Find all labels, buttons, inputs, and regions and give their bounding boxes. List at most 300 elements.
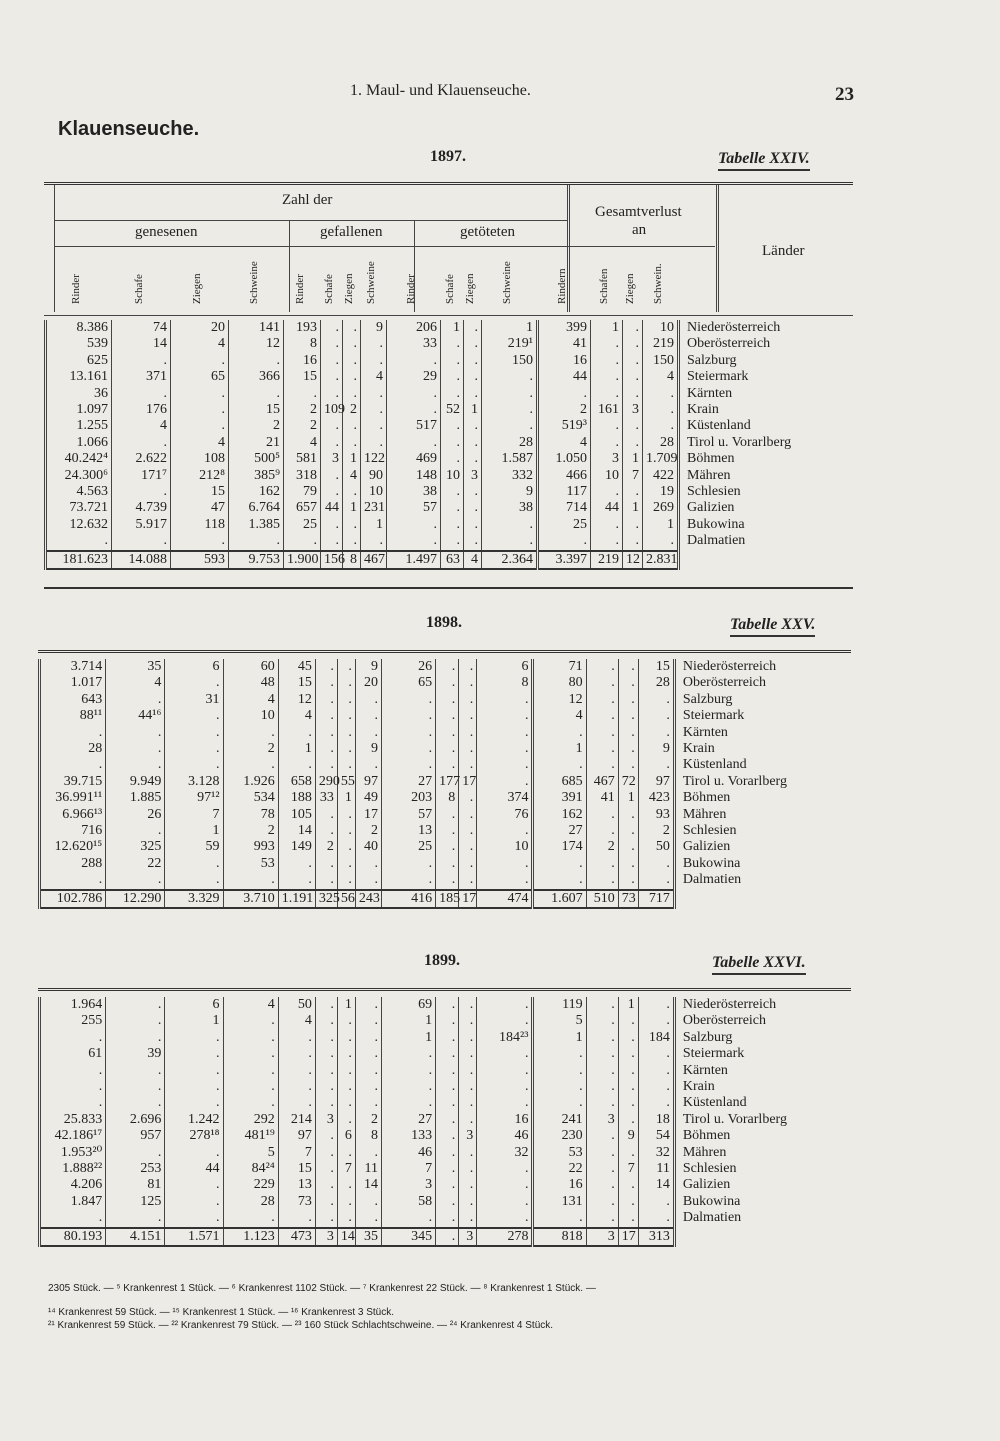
table-cell: .: [165, 1210, 223, 1227]
table-cell: 2: [355, 823, 381, 839]
table-cell: .: [278, 1063, 315, 1079]
table-cell: 2: [538, 402, 591, 418]
table-cell: .: [586, 659, 618, 675]
table-cell: .: [165, 1177, 223, 1193]
table-cell: 118: [171, 517, 229, 533]
table-cell: 162: [533, 807, 586, 823]
column-header: Rinder: [70, 274, 82, 304]
table-cell: .: [477, 872, 533, 889]
table-cell: .: [436, 1112, 459, 1128]
table-cell: .: [436, 1210, 459, 1227]
table-cell: .: [459, 1063, 477, 1079]
table-cell: 290: [315, 774, 337, 790]
country-name: Oberösterreich: [674, 675, 851, 691]
table-cell: 3: [321, 451, 343, 467]
table-cell: 519³: [538, 418, 591, 434]
table-cell: .: [229, 353, 284, 369]
table-cell: .: [618, 1046, 638, 1062]
table-cell: .: [343, 336, 361, 352]
table-cell: .: [618, 708, 638, 724]
table-cell: .: [586, 1030, 618, 1046]
table-cell: .: [223, 1030, 278, 1046]
table-cell: .: [643, 533, 679, 550]
table-cell: 253: [106, 1161, 165, 1177]
table-cell: 16: [477, 1112, 533, 1128]
table-cell: 7: [623, 468, 643, 484]
table-cell: .: [591, 435, 623, 451]
table-cell: 162: [229, 484, 284, 500]
table-cell: 1: [343, 451, 361, 467]
table-cell: .: [223, 1095, 278, 1111]
table-cell: 643: [40, 692, 106, 708]
table-cell: .: [638, 1063, 674, 1079]
table-cell: 50: [278, 997, 315, 1013]
table-cell: 15: [278, 1161, 315, 1177]
table-cell: 28: [638, 675, 674, 691]
table-row: [40, 1112, 852, 1128]
table-cell: 230: [533, 1128, 586, 1144]
table-cell: 12.620¹⁵: [40, 839, 106, 855]
table-cell: 9: [355, 659, 381, 675]
table-cell: .: [165, 725, 223, 741]
table-cell: .: [533, 757, 586, 773]
table-cell: 108: [171, 451, 229, 467]
table-cell: .: [355, 1046, 381, 1062]
table-cell: .: [337, 1177, 355, 1193]
table-cell: 3: [315, 1112, 337, 1128]
table-row: [46, 517, 855, 533]
table-cell: .: [171, 418, 229, 434]
year-1899: 1899.: [424, 952, 460, 969]
table-cell: .: [482, 369, 538, 385]
table-cell: .: [223, 1210, 278, 1227]
total-cell: 2.831: [643, 551, 679, 569]
column-header: Schwein.: [652, 263, 664, 304]
total-cell: 14.088: [112, 551, 171, 569]
table-cell: .: [618, 1030, 638, 1046]
table-cell: .: [355, 1210, 381, 1227]
table-cell: 1: [618, 997, 638, 1013]
table-cell: .: [638, 708, 674, 724]
table-cell: .: [459, 1161, 477, 1177]
table-cell: 12: [278, 692, 315, 708]
table-cell: 231: [361, 500, 387, 516]
table-cell: 25.833: [40, 1112, 106, 1128]
table-cell: .: [361, 353, 387, 369]
table-cell: 125: [106, 1194, 165, 1210]
table-cell: .: [355, 725, 381, 741]
table-cell: 1.885: [106, 790, 165, 806]
table-cell: .: [355, 708, 381, 724]
table-cell: .: [618, 856, 638, 872]
country-name: Mähren: [674, 807, 851, 823]
table-cell: 481¹⁹: [223, 1128, 278, 1144]
table-cell: .: [459, 790, 477, 806]
total-cell: 3: [315, 1228, 337, 1246]
table-cell: .: [361, 402, 387, 418]
table-cell: .: [337, 1145, 355, 1161]
total-cell: 593: [171, 551, 229, 569]
table-cell: 22: [533, 1161, 586, 1177]
table-cell: .: [533, 872, 586, 889]
table-cell: 76: [477, 807, 533, 823]
table-cell: 48: [223, 675, 278, 691]
table-cell: .: [477, 1194, 533, 1210]
table-cell: .: [643, 402, 679, 418]
table-cell: 44: [591, 500, 623, 516]
table-cell: .: [441, 451, 464, 467]
table-cell: 6: [165, 997, 223, 1013]
country-name: Böhmen: [674, 1128, 851, 1144]
table-cell: 28: [643, 435, 679, 451]
table-cell: .: [618, 675, 638, 691]
table-cell: .: [106, 823, 165, 839]
table-cell: .: [387, 517, 441, 533]
total-cell: 1.571: [165, 1228, 223, 1246]
table-cell: 4: [223, 997, 278, 1013]
footnote-line: ¹⁴ Krankenrest 59 Stück. — ¹⁵ Krankenrest 1 Stück. — ¹⁶ Krankenrest 3 Stück.: [48, 1307, 395, 1318]
table-cell: 4.563: [46, 484, 112, 500]
header-getoeteten: getöteten: [460, 224, 515, 240]
table-cell: .: [355, 1194, 381, 1210]
table-cell: .: [337, 741, 355, 757]
table-cell: .: [459, 1112, 477, 1128]
table-cell: 73: [278, 1194, 315, 1210]
table-cell: 174: [533, 839, 586, 855]
table-row: [40, 1046, 852, 1062]
table-cell: .: [459, 856, 477, 872]
table-cell: .: [638, 872, 674, 889]
table-cell: 1: [165, 1013, 223, 1029]
table-cell: .: [477, 1095, 533, 1111]
table-cell: 16: [284, 353, 321, 369]
table-cell: .: [477, 1161, 533, 1177]
table-cell: 9: [355, 741, 381, 757]
table-cell: 4: [643, 369, 679, 385]
table-cell: .: [464, 484, 482, 500]
total-cell: .: [436, 1228, 459, 1246]
table-cell: .: [315, 725, 337, 741]
total-cell: 3.710: [223, 890, 278, 908]
country-name: Schlesien: [674, 823, 851, 839]
table-cell: .: [315, 659, 337, 675]
table-cell: 61: [40, 1046, 106, 1062]
table-cell: 109: [321, 402, 343, 418]
table-cell: .: [591, 369, 623, 385]
total-cell: 102.786: [40, 890, 106, 908]
total-row: [40, 890, 852, 908]
table-cell: .: [459, 659, 477, 675]
header-gesamtverlust: Gesamtverlust: [595, 204, 682, 220]
column-header: Schafe: [132, 274, 145, 304]
table-cell: .: [436, 725, 459, 741]
table-cell: 73.721: [46, 500, 112, 516]
table-cell: .: [477, 1046, 533, 1062]
table-cell: .: [229, 533, 284, 550]
table-cell: .: [482, 386, 538, 402]
table-cell: .: [165, 1095, 223, 1111]
table-cell: .: [618, 1079, 638, 1095]
total-cell: 181.623: [46, 551, 112, 569]
table-cell: .: [165, 1145, 223, 1161]
country-name: Krain: [674, 1079, 851, 1095]
total-cell: 35: [355, 1228, 381, 1246]
table-cell: 657: [284, 500, 321, 516]
table-cell: 1: [343, 500, 361, 516]
table-cell: .: [165, 708, 223, 724]
country-name: Tirol u. Vorarlberg: [674, 1112, 851, 1128]
table-cell: 81: [106, 1177, 165, 1193]
table-cell: 1: [337, 997, 355, 1013]
table-cell: .: [40, 872, 106, 889]
table-cell: .: [278, 725, 315, 741]
table-cell: .: [337, 1046, 355, 1062]
table-cell: 4: [278, 708, 315, 724]
table-cell: 176: [112, 402, 171, 418]
table-cell: 714: [538, 500, 591, 516]
table-cell: .: [586, 1095, 618, 1111]
table-cell: 26: [106, 807, 165, 823]
table-cell: .: [441, 353, 464, 369]
table-cell: .: [387, 533, 441, 550]
country-name: Niederösterreich: [679, 320, 855, 336]
table-cell: 241: [533, 1112, 586, 1128]
table-row: [40, 823, 852, 839]
table-cell: .: [315, 1210, 337, 1227]
table-cell: .: [112, 353, 171, 369]
table-cell: .: [459, 675, 477, 691]
table-cell: .: [40, 1079, 106, 1095]
table-row: [46, 402, 855, 418]
total-row: [46, 551, 855, 569]
table-cell: 539: [46, 336, 112, 352]
table-cell: .: [643, 418, 679, 434]
country-name: Krain: [674, 741, 851, 757]
table-cell: 219: [643, 336, 679, 352]
table-cell: .: [361, 435, 387, 451]
table-cell: .: [106, 1030, 165, 1046]
table-cell: .: [361, 336, 387, 352]
table-cell: 14: [112, 336, 171, 352]
table-cell: .: [223, 1063, 278, 1079]
table-cell: 1.066: [46, 435, 112, 451]
table-row: [40, 725, 852, 741]
table-cell: .: [315, 1128, 337, 1144]
table-cell: .: [278, 1095, 315, 1111]
table-row: [40, 790, 852, 806]
table-cell: .: [315, 675, 337, 691]
table-cell: 2.696: [106, 1112, 165, 1128]
table-cell: .: [436, 1095, 459, 1111]
table-cell: .: [223, 1046, 278, 1062]
table-cell: .: [464, 451, 482, 467]
table-cell: .: [337, 856, 355, 872]
table-cell: 318: [284, 468, 321, 484]
table-cell: .: [591, 353, 623, 369]
table-cell: 255: [40, 1013, 106, 1029]
table-row: [46, 500, 855, 516]
header-gefallenen: gefallenen: [320, 224, 383, 240]
total-label-cell: [674, 890, 851, 908]
country-name: Böhmen: [679, 451, 855, 467]
table-cell: 371: [112, 369, 171, 385]
table-cell: 2: [355, 1112, 381, 1128]
country-name: Oberösterreich: [679, 336, 855, 352]
table-cell: .: [382, 741, 436, 757]
table-cell: .: [459, 997, 477, 1013]
table-cell: 15: [284, 369, 321, 385]
table-cell: .: [355, 1063, 381, 1079]
table-cell: .: [623, 353, 643, 369]
table-cell: 366: [229, 369, 284, 385]
table-cell: .: [337, 708, 355, 724]
table-cell: 9: [638, 741, 674, 757]
table-cell: 1.709: [643, 451, 679, 467]
table-row: [46, 386, 855, 402]
table-cell: .: [40, 1063, 106, 1079]
table-cell: .: [343, 484, 361, 500]
total-cell: 325: [315, 890, 337, 908]
table-cell: 44: [538, 369, 591, 385]
table-cell: .: [477, 692, 533, 708]
table-cell: 14: [638, 1177, 674, 1193]
table-cell: 4: [106, 675, 165, 691]
table-cell: .: [436, 1194, 459, 1210]
table-cell: 33: [387, 336, 441, 352]
table-cell: .: [284, 533, 321, 550]
table-cell: .: [165, 757, 223, 773]
table-cell: .: [618, 1013, 638, 1029]
table-cell: 171⁷: [112, 468, 171, 484]
table-row: [46, 418, 855, 434]
table-cell: .: [315, 872, 337, 889]
table-cell: .: [284, 386, 321, 402]
table-cell: .: [618, 741, 638, 757]
table-cell: .: [477, 1079, 533, 1095]
table-cell: 14: [355, 1177, 381, 1193]
table-cell: 15: [171, 484, 229, 500]
table-cell: .: [618, 725, 638, 741]
table-cell: 2: [284, 418, 321, 434]
table-cell: 97: [638, 774, 674, 790]
table-cell: .: [106, 692, 165, 708]
table-cell: .: [106, 1013, 165, 1029]
table-cell: .: [436, 1030, 459, 1046]
table-cell: .: [361, 418, 387, 434]
table-cell: .: [321, 484, 343, 500]
table-cell: .: [538, 533, 591, 550]
total-cell: 185: [436, 890, 459, 908]
table-cell: 517: [387, 418, 441, 434]
total-cell: 156: [321, 551, 343, 569]
column-header: Ziegen: [191, 273, 203, 304]
table-cell: 133: [382, 1128, 436, 1144]
table-cell: 45: [278, 659, 315, 675]
table-cell: 93: [638, 807, 674, 823]
country-name: Böhmen: [674, 790, 851, 806]
table-cell: 15: [278, 675, 315, 691]
table-cell: .: [586, 1177, 618, 1193]
table-cell: 625: [46, 353, 112, 369]
table-cell: 47: [171, 500, 229, 516]
table-row: [40, 856, 852, 872]
table-cell: .: [464, 320, 482, 336]
table-cell: .: [459, 807, 477, 823]
table-cell: 1: [643, 517, 679, 533]
country-name: Niederösterreich: [674, 997, 851, 1013]
table-cell: .: [477, 997, 533, 1013]
table-cell: 39: [106, 1046, 165, 1062]
column-header: Schafe: [443, 274, 456, 304]
total-cell: 474: [477, 890, 533, 908]
table-cell: 6: [477, 659, 533, 675]
table-cell: 17: [355, 807, 381, 823]
table-cell: .: [459, 1079, 477, 1095]
table-cell: 8: [355, 1128, 381, 1144]
table-cell: 1: [618, 790, 638, 806]
country-name: Tirol u. Vorarlberg: [674, 774, 851, 790]
table-cell: 42.186¹⁷: [40, 1128, 106, 1144]
country-name: Küstenland: [674, 757, 851, 773]
table-cell: .: [337, 1210, 355, 1227]
section-title: Klauenseuche.: [58, 118, 200, 140]
table-cell: .: [586, 823, 618, 839]
country-name: Schlesien: [679, 484, 855, 500]
table-cell: 466: [538, 468, 591, 484]
country-name: Krain: [679, 402, 855, 418]
table-cell: .: [337, 692, 355, 708]
table-cell: 10: [591, 468, 623, 484]
table-cell: 8: [284, 336, 321, 352]
table-cell: .: [638, 997, 674, 1013]
table-cell: .: [337, 807, 355, 823]
table-cell: .: [459, 1194, 477, 1210]
table-cell: 71: [533, 659, 586, 675]
table-cell: 27: [382, 774, 436, 790]
table-row: [46, 320, 855, 336]
table-cell: 2: [229, 418, 284, 434]
table-cell: .: [586, 1145, 618, 1161]
table-cell: 193: [284, 320, 321, 336]
table-cell: .: [459, 1095, 477, 1111]
table-cell: .: [315, 741, 337, 757]
table-cell: .: [643, 386, 679, 402]
table-cell: 2: [223, 741, 278, 757]
country-name: Kärnten: [674, 1063, 851, 1079]
table-cell: 46: [477, 1128, 533, 1144]
table-cell: 1.385: [229, 517, 284, 533]
table-cell: .: [533, 1046, 586, 1062]
country-name: Mähren: [674, 1145, 851, 1161]
table-row: [40, 1161, 852, 1177]
country-name: Küstenland: [674, 1095, 851, 1111]
table-cell: .: [315, 708, 337, 724]
table-cell: 4: [112, 418, 171, 434]
table-cell: .: [337, 1063, 355, 1079]
table-cell: 27: [533, 823, 586, 839]
table-cell: 6: [165, 659, 223, 675]
table-cell: .: [586, 757, 618, 773]
header-vline: [289, 220, 290, 312]
table-row: [46, 451, 855, 467]
column-header: Rinder: [293, 274, 306, 304]
table-row: [40, 872, 852, 889]
total-cell: 17: [618, 1228, 638, 1246]
table-cell: 105: [278, 807, 315, 823]
table-cell: 10: [477, 839, 533, 855]
table-cell: .: [638, 757, 674, 773]
table-cell: .: [459, 1210, 477, 1227]
